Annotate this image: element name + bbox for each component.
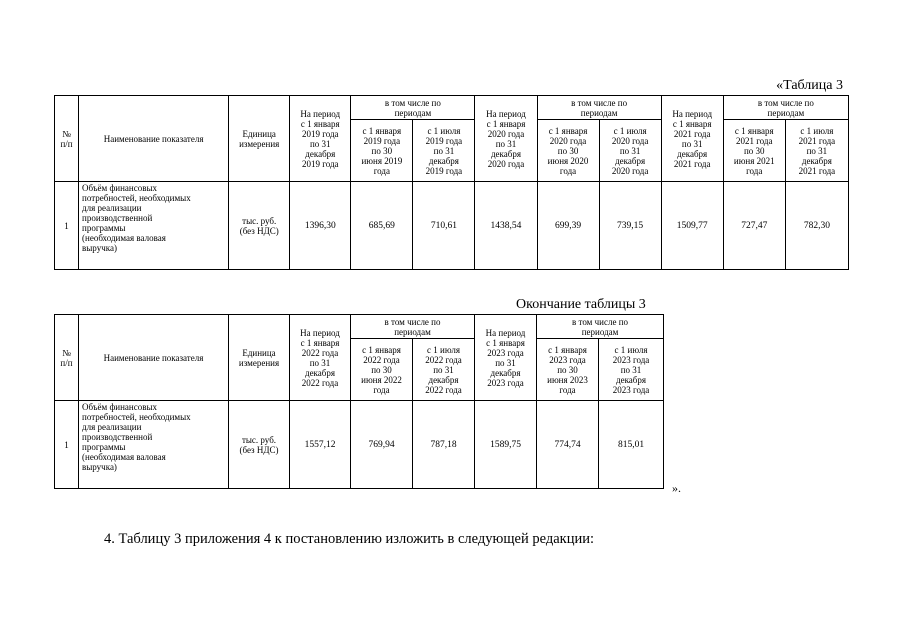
financial-needs-table-2019-2021 [54,95,849,270]
header-period-2021: На период с 1 января 2021 года по 31 декабря 2021 года [661,96,723,182]
header-name: Наименование показателя [79,315,229,401]
header-name: Наименование показателя [79,96,229,182]
header-2021-h2: с 1 июля 2021 года по 31 декабря 2021 года [785,120,848,182]
header-2020-h1: с 1 января 2020 года по 30 июня 2020 года [537,120,599,182]
header-including-2021: в том числе по периодам [723,96,848,120]
table-caption-start: «Таблица 3 [776,78,843,93]
row-indicator-name: Объём финансовых потребностей, необходимых для реализации производственной программы (необходимая валовая выручка) [79,182,229,270]
financial-needs-table-2022-2023 [54,314,664,489]
header-2022-h1: с 1 января 2022 года по 30 июня 2022 года [351,339,413,401]
header-period-2019: На период с 1 января 2019 года по 31 декабря 2019 года [290,96,351,182]
row-indicator-name: Объём финансовых потребностей, необходимых для реализации производственной программы (необходимая валовая выручка) [79,401,229,489]
header-2023-h2: с 1 июля 2023 года по 31 декабря 2023 года [599,339,664,401]
header-unit: Единица измерения [229,315,290,401]
header-num: № п/п [55,96,79,182]
header-2020-h2: с 1 июля 2020 года по 31 декабря 2020 года [599,120,661,182]
header-period-2020: На период с 1 января 2020 года по 31 декабря 2020 года [475,96,537,182]
value-2020-h2: 739,15 [599,182,661,270]
value-2019: 1396,30 [290,182,351,270]
table-caption-end: Окончание таблицы 3 [516,297,646,312]
value-2022: 1557,12 [290,401,351,489]
header-2019-h1: с 1 января 2019 года по 30 июня 2019 года [351,120,413,182]
row-unit: тыс. руб. (без НДС) [229,401,290,489]
value-2021-h1: 727,47 [723,182,785,270]
value-2023: 1589,75 [475,401,537,489]
header-num: № п/п [55,315,79,401]
header-2021-h1: с 1 января 2021 года по 30 июня 2021 года [723,120,785,182]
header-period-2023: На период с 1 января 2023 года по 31 декабря 2023 года [475,315,537,401]
header-including-2020: в том числе по периодам [537,96,661,120]
header-2022-h2: с 1 июля 2022 года по 31 декабря 2022 года [413,339,475,401]
header-unit: Единица измерения [229,96,290,182]
value-2023-h1: 774,74 [537,401,599,489]
value-2023-h2: 815,01 [599,401,664,489]
row-unit: тыс. руб. (без НДС) [229,182,290,270]
header-period-2022: На период с 1 января 2022 года по 31 декабря 2022 года [290,315,351,401]
value-2020: 1438,54 [475,182,537,270]
header-including-2022: в том числе по периодам [351,315,475,339]
value-2021-h2: 782,30 [785,182,848,270]
row-num: 1 [55,401,79,489]
value-2019-h1: 685,69 [351,182,413,270]
value-2022-h1: 769,94 [351,401,413,489]
header-2019-h2: с 1 июля 2019 года по 31 декабря 2019 года [413,120,475,182]
value-2019-h2: 710,61 [413,182,475,270]
header-2023-h1: с 1 января 2023 года по 30 июня 2023 года [537,339,599,401]
value-2021: 1509,77 [661,182,723,270]
value-2022-h2: 787,18 [413,401,475,489]
amendment-paragraph: 4. Таблицу 3 приложения 4 к постановлению изложить в следующей редакции: [104,531,594,547]
row-num: 1 [55,182,79,270]
header-including-2023: в том числе по периодам [537,315,664,339]
header-including-2019: в том числе по периодам [351,96,475,120]
value-2020-h1: 699,39 [537,182,599,270]
closing-quote: ». [672,481,681,495]
